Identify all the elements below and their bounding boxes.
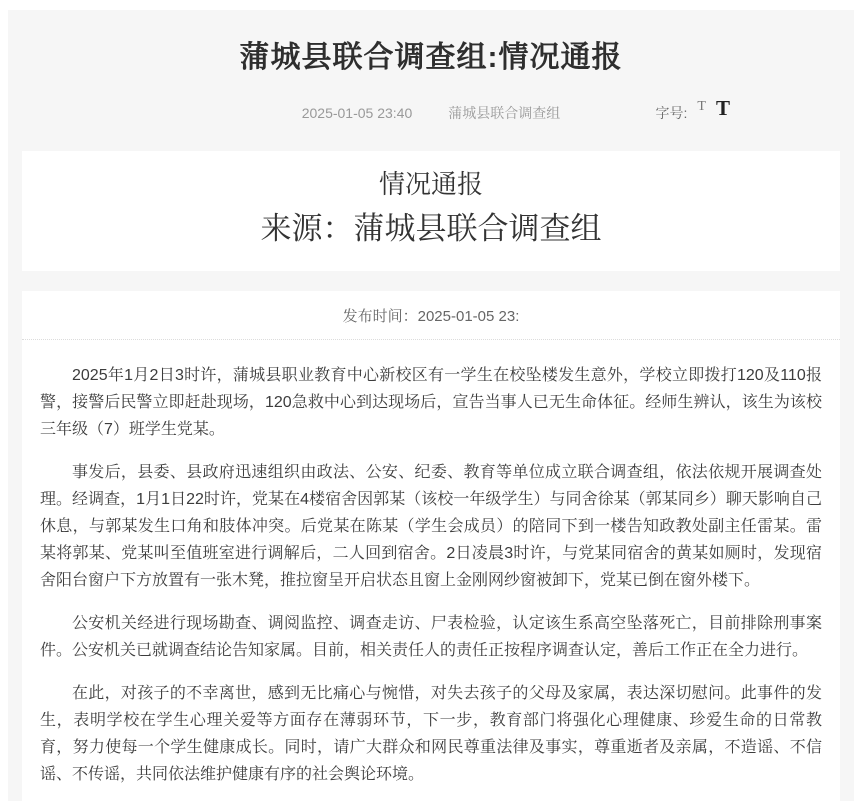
source-name: 蒲城县联合调查组 — [448, 105, 561, 121]
font-increase-button[interactable]: T — [715, 96, 730, 120]
notice-source-line: 来源：蒲城县联合调查组 — [260, 211, 602, 246]
font-decrease-button[interactable]: T — [697, 99, 706, 114]
fontsize-control — [655, 96, 730, 124]
article-paragraph: 2025年1月2日3时许，蒲城县职业教育中心新校区有一学生在校坠楼发生意外，学校立即拨打120及110报警，接警后民警立即赶赴现场，120急救中心到达现场后，宣告当事人已无生命体征。经师生辨认，该生为该校三年级（7）班学生党某。 — [40, 367, 822, 438]
article-body — [22, 340, 840, 788]
publish-time-row: 发布时间：2025-01-05 23: — [22, 291, 840, 340]
article-paragraph: 事发后，县委、县政府迅速组织由政法、公安、纪委、教育等单位成立联合调查组，依法依规开展调查处理。经调查，1月1日22时许，党某在4楼宿舍因郭某（该校一年级学生）与同舍徐某（郭某同乡）聊天影响自己休息，与郭某发生口角和肢体冲突。后党某在陈某（学生会成员）的陪同下到一楼告知政教处副主任雷某。雷某将郭某、党某叫至值班室进行调解后，二人回到宿舍。2日凌晨3时许，与党某同宿舍的黄某如厕时，发现宿舍阳台窗户下方放置有一张木凳，推拉窗呈开启状态且窗上金刚网纱窗被卸下，党某已倒在窗外楼下。 — [40, 464, 822, 589]
publish-datetime: 2025-01-05 23:40 — [301, 105, 413, 121]
notice-heading: 情况通报 — [378, 169, 483, 199]
article-paragraph: 在此，对孩子的不幸离世，感到无比痛心与惋惜，对失去孩子的父母及家属，表达深切慰问。此事件的发生，表明学校在学生心理关爱等方面存在薄弱环节，下一步，教育部门将强化心理健康、珍爱生命的日常教育，努力使每一个学生健康成长。同时，请广大群众和网民尊重法律及事实，尊重逝者及亲属，不造谣、不信谣、不传谣，共同依法维护健康有序的社会舆论环境。 — [40, 685, 822, 783]
article-paragraph: 公安机关经进行现场勘查、调阅监控、调查走访、尸表检验，认定该生系高空坠落死亡，目前排除刑事案件。公安机关已就调查结论告知家属。目前，相关责任人的责任正按程序调查认定，善后工作正在全力进行。 — [40, 615, 822, 659]
notice-heading-box — [22, 151, 840, 271]
article-page — [8, 10, 854, 801]
article-box — [22, 291, 840, 801]
article-header — [8, 10, 854, 124]
fontsize-label: 字号: — [655, 105, 688, 121]
page-title: 蒲城县联合调查组:情况通报 — [239, 41, 623, 74]
meta-row — [8, 96, 854, 124]
